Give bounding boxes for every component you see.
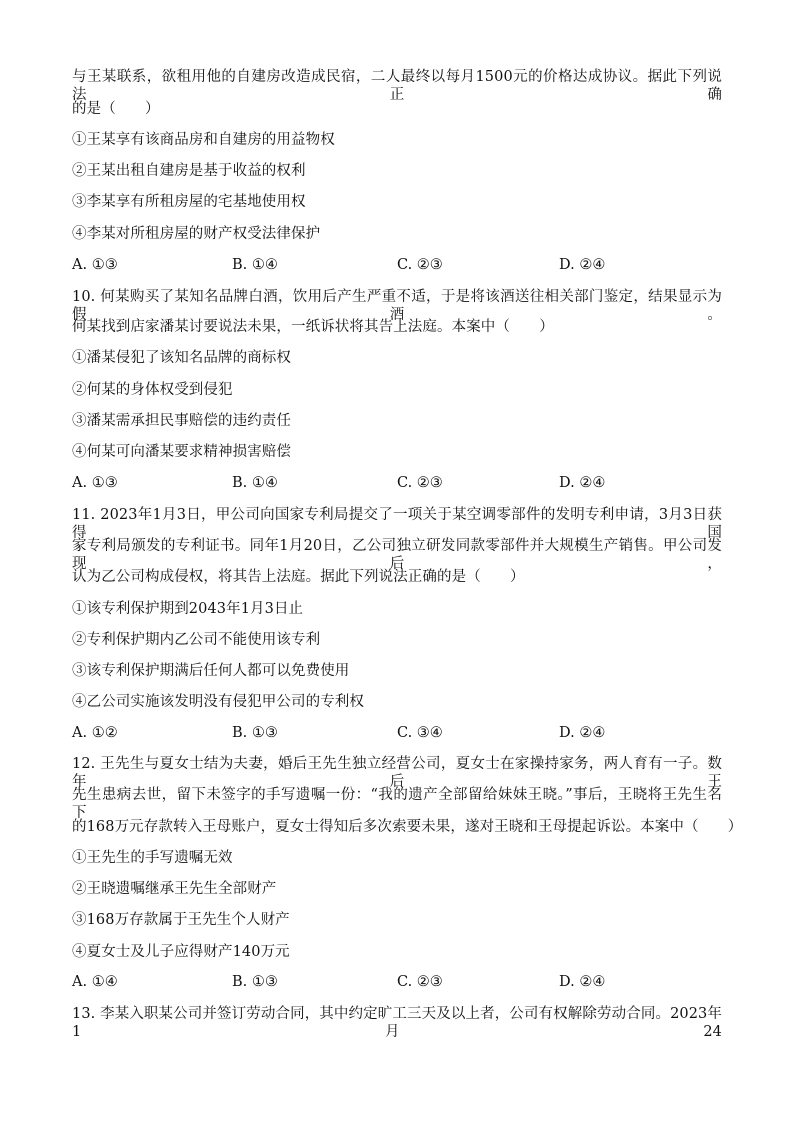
- q11-statement-4: ④乙公司实施该发明没有侵犯甲公司的专利权: [72, 694, 364, 710]
- q10-option-c[interactable]: C. ②③: [397, 475, 443, 491]
- q11-options: [72, 724, 722, 742]
- q12-option-a[interactable]: A. ①④: [72, 974, 118, 990]
- q10-option-a[interactable]: A. ①③: [72, 475, 118, 491]
- q9-options: [72, 256, 722, 274]
- q12-option-c[interactable]: C. ②③: [397, 974, 443, 990]
- q9-statement-2: ②王某出租自建房是基于收益的权利: [72, 163, 306, 179]
- q12-option-b[interactable]: B. ①③: [232, 974, 278, 990]
- q12-statement-1: ①王先生的手写遗嘱无效: [72, 850, 233, 866]
- q11-stem-line-3: 认为乙公司构成侵权，将其告上法庭。据此下列说法正确的是（ ）: [72, 569, 525, 585]
- q9-statement-1: ①王某享有该商品房和自建房的用益物权: [72, 132, 335, 148]
- q11-stem-line-2: 家专利局颁发的专利证书。同年1月20日，乙公司独立研发同款零部件并大规模生产销售。甲公司发现后，: [72, 538, 722, 572]
- q12-statement-4: ④夏女士及儿子应得财产140万元: [72, 944, 290, 960]
- q11-option-a[interactable]: A. ①②: [72, 725, 118, 741]
- q12-statement-2: ②王晓遗嘱继承王先生全部财产: [72, 881, 277, 897]
- q10-stem-line-2: 何某找到店家潘某讨要说法未果，一纸诉状将其告上法庭。本案中（ ）: [72, 319, 554, 335]
- q12-options: [72, 973, 722, 991]
- q10-statement-4: ④何某可向潘某要求精神损害赔偿: [72, 444, 291, 460]
- q11-option-b[interactable]: B. ①③: [232, 725, 278, 741]
- q9-statement-4: ④李某对所租房屋的财产权受法律保护: [72, 226, 321, 242]
- q12-stem-line-3: 的168万元存款转入王母账户，夏女士得知后多次索要未果，遂对王晓和王母提起诉讼。本案中（ ）: [72, 819, 743, 835]
- q12-option-d[interactable]: D. ②④: [559, 974, 606, 990]
- q11-statement-3: ③该专利保护期满后任何人都可以免费使用: [72, 663, 350, 679]
- q13-stem-line-1: 13. 李某入职某公司并签订劳动合同，其中约定旷工三天及以上者，公司有权解除劳动合同。2023年1月24: [72, 1006, 722, 1040]
- q9-option-a[interactable]: A. ①③: [72, 257, 118, 273]
- q9-option-b[interactable]: B. ①④: [232, 257, 278, 273]
- q9-option-c[interactable]: C. ②③: [397, 257, 443, 273]
- q9-stem-line-2: 的是（ ）: [72, 101, 160, 117]
- q11-option-d[interactable]: D. ②④: [559, 725, 606, 741]
- q10-option-b[interactable]: B. ①④: [232, 475, 278, 491]
- q10-option-d[interactable]: D. ②④: [559, 475, 606, 491]
- q12-statement-3: ③168万存款属于王先生个人财产: [72, 912, 290, 928]
- q9-stem-line-1: 与王某联系，欲租用他的自建房改造成民宿，二人最终以每月1500元的价格达成协议。据此下列说法正确: [72, 69, 722, 103]
- q10-options: [72, 474, 722, 492]
- q9-statement-3: ③李某享有所租房屋的宅基地使用权: [72, 194, 306, 210]
- q12-stem-line-1: 12. 王先生与夏女士结为夫妻，婚后王先生独立经营公司，夏女士在家操持家务，两人育有一子。数年后王: [72, 756, 722, 790]
- q10-stem-line-1: 10. 何某购买了某知名品牌白酒，饮用后产生严重不适，于是将该酒送往相关部门鉴定，结果显示为假酒。: [72, 289, 722, 323]
- q10-statement-1: ①潘某侵犯了该知名品牌的商标权: [72, 350, 291, 366]
- q11-option-c[interactable]: C. ③④: [397, 725, 443, 741]
- q11-stem-line-1: 11. 2023年1月3日，甲公司向国家专利局提交了一项关于某空调零部件的发明专利申请，3月3日获得国: [72, 507, 722, 541]
- q10-statement-3: ③潘某需承担民事赔偿的违约责任: [72, 413, 291, 429]
- q9-option-d[interactable]: D. ②④: [559, 257, 606, 273]
- q12-stem-line-2: 先生患病去世，留下未签字的手写遗嘱一份：“我的遗产全部留给妹妹王晓。”事后，王晓将王先生名下: [72, 787, 722, 821]
- q11-statement-1: ①该专利保护期到2043年1月3日止: [72, 601, 304, 617]
- q10-statement-2: ②何某的身体权受到侵犯: [72, 382, 233, 398]
- q11-statement-2: ②专利保护期内乙公司不能使用该专利: [72, 632, 321, 648]
